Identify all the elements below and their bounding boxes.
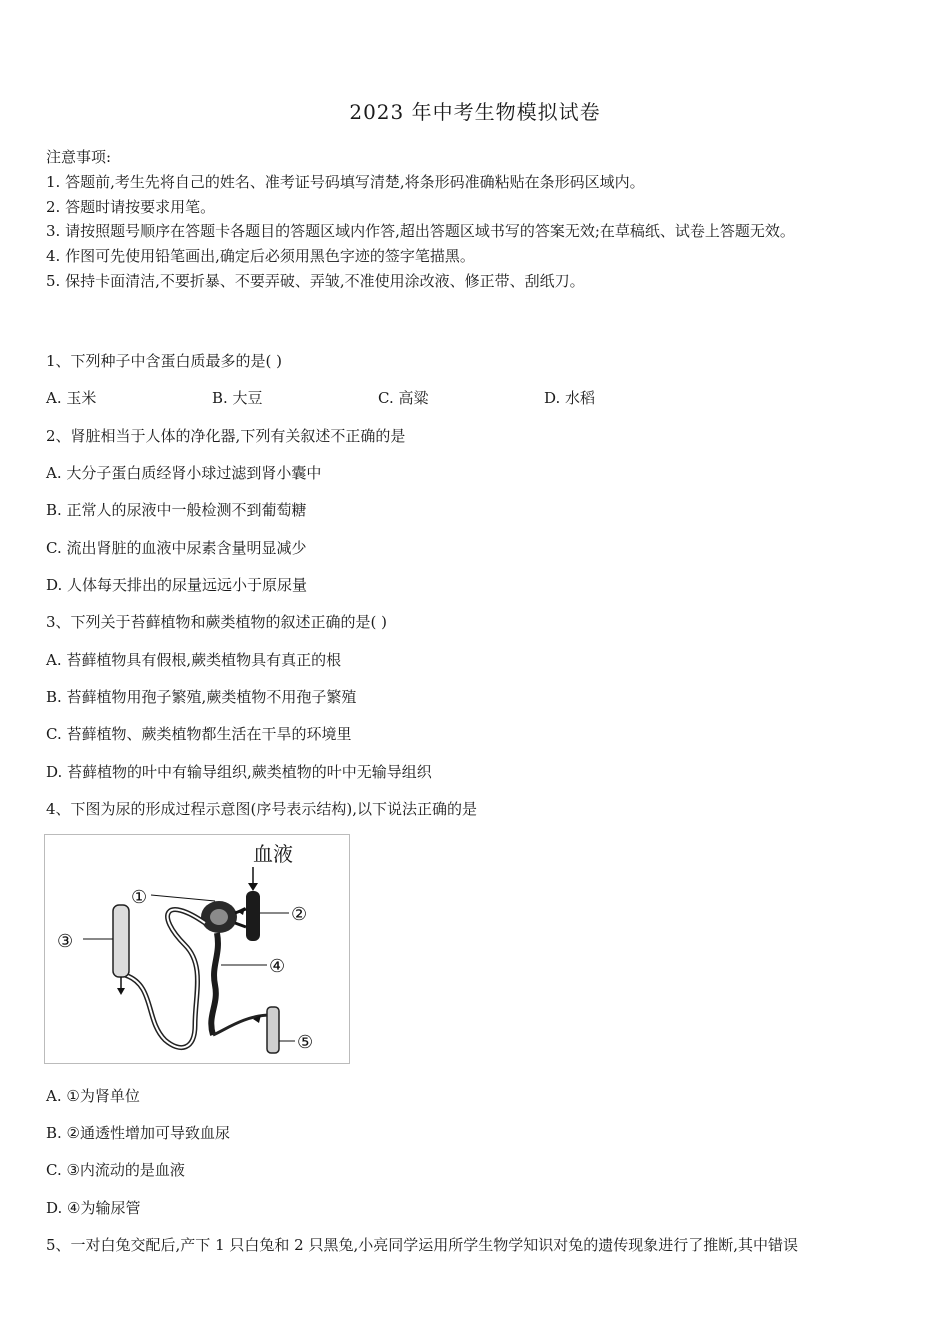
option-c: C. 高粱 — [378, 389, 429, 407]
collecting-duct-3 — [113, 905, 129, 977]
notice-item: 3. 请按照题号顺序在答题卡各题目的答题区域内作答,超出答题区域书写的答案无效;在草稿纸、试卷上答题无效。 — [46, 222, 795, 240]
label-3: ③ — [57, 931, 74, 952]
option-c: C. ③内流动的是血液 — [46, 1161, 185, 1179]
option-d: D. 苔藓植物的叶中有输导组织,蕨类植物的叶中无输导组织 — [46, 763, 432, 781]
blood-label: 血液 — [253, 842, 293, 866]
option-b: B. 苔藓植物用孢子繁殖,蕨类植物不用孢子繁殖 — [46, 688, 357, 706]
option-d: D. 水稻 — [544, 389, 596, 407]
notice-item: 5. 保持卡面清洁,不要折暴、不要弄破、弄皱,不准使用涂改液、修正带、刮纸刀。 — [46, 272, 585, 290]
option-a: A. 玉米 — [46, 389, 97, 407]
nephron-diagram — [44, 834, 350, 1064]
option-d: D. 人体每天排出的尿量远远小于原尿量 — [46, 576, 308, 594]
notice-item: 4. 作图可先使用铅笔画出,确定后必须用黑色字迹的签字笔描黑。 — [46, 247, 475, 265]
notice-heading: 注意事项: — [46, 148, 112, 166]
question-3-stem: 3、下列关于苔藓植物和蕨类植物的叙述正确的是( ) — [46, 613, 388, 631]
option-c: C. 流出肾脏的血液中尿素含量明显减少 — [46, 539, 307, 557]
option-b: B. ②通透性增加可导致血尿 — [46, 1124, 231, 1142]
page-title: 2023 年中考生物模拟试卷 — [349, 100, 601, 124]
label-1: ① — [131, 887, 148, 908]
question-5-stem: 5、一对白兔交配后,产下 1 只白兔和 2 只黑兔,小亮同学运用所学生物学知识对兔的遗传现象进行了推断,其中错误 — [46, 1236, 799, 1254]
option-a: A. 大分子蛋白质经肾小球过滤到肾小囊中 — [46, 464, 322, 482]
nephron-diagram-svg — [45, 835, 349, 1063]
renal-tubule — [125, 910, 205, 1048]
option-b: B. 正常人的尿液中一般检测不到葡萄糖 — [46, 501, 307, 519]
capillary-network — [211, 933, 218, 1035]
label-2: ② — [291, 904, 308, 925]
question-1-options — [46, 387, 595, 408]
label-4: ④ — [269, 956, 286, 977]
question-1-stem: 1、下列种子中含蛋白质最多的是( ) — [46, 352, 283, 370]
notice-item: 1. 答题前,考生先将自己的姓名、准考证号码填写清楚,将条形码准确粘贴在条形码区域内。 — [46, 173, 645, 191]
blood-arrowhead — [248, 883, 258, 891]
option-a: A. ①为肾单位 — [46, 1087, 140, 1105]
question-4-stem: 4、下图为尿的形成过程示意图(序号表示结构),以下说法正确的是 — [46, 800, 478, 818]
option-a: A. 苔藓植物具有假根,蕨类植物具有真正的根 — [46, 651, 342, 669]
option-d: D. ④为输尿管 — [46, 1199, 141, 1217]
notice-item: 2. 答题时请按要求用笔。 — [46, 198, 216, 216]
option-b: B. 大豆 — [212, 389, 263, 407]
vessel-5 — [267, 1007, 279, 1053]
option-c: C. 苔藓植物、蕨类植物都生活在干旱的环境里 — [46, 725, 352, 743]
vessel-2 — [246, 891, 260, 941]
label-5: ⑤ — [297, 1032, 314, 1053]
question-2-stem: 2、肾脏相当于人体的净化器,下列有关叙述不正确的是 — [46, 427, 406, 445]
